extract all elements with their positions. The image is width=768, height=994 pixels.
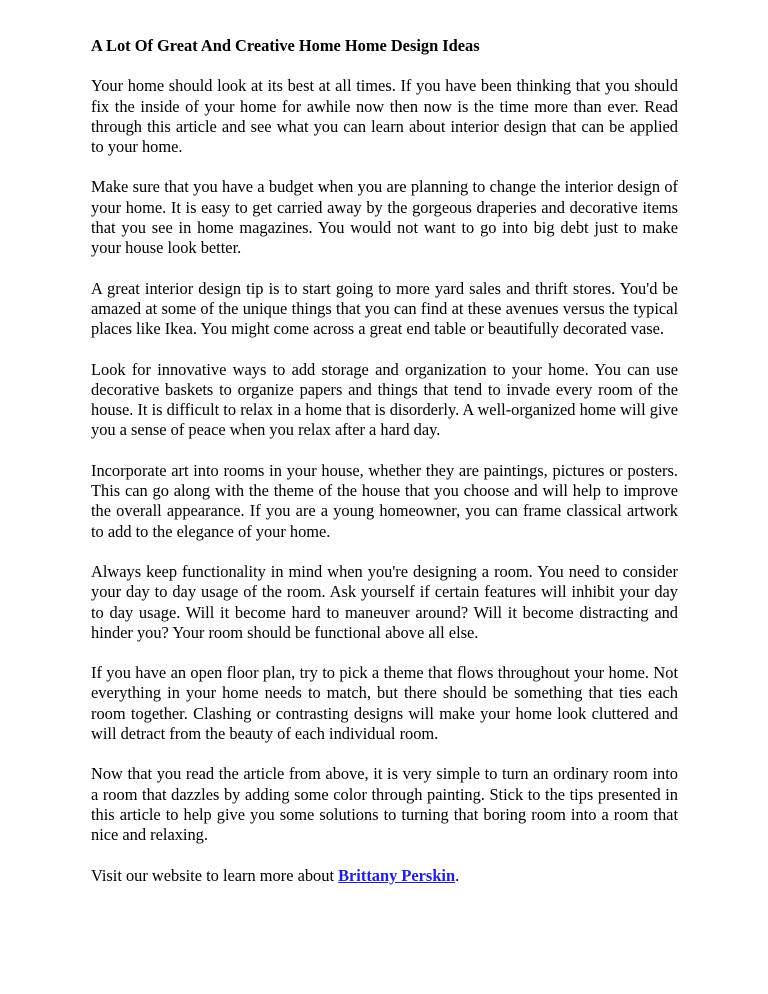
document-page <box>91 36 678 886</box>
paragraph-1: Your home should look at its best at all times. If you have been thinking that you should fix the inside of your home for awhile now then now is the time more than ever. Read through this article and see what you can learn about interior design that can be applied to your home. <box>91 76 678 157</box>
paragraph-6: Always keep functionality in mind when you're designing a room. You need to consider your day to day usage of the room. Ask yourself if certain features will inhibit your day to day usage. Will it become hard to maneuver around? Will it become distracting and hinder you? Your room should be functional above all else. <box>91 561 678 642</box>
closing-line <box>91 866 678 886</box>
paragraph-3: A great interior design tip is to start going to more yard sales and thrift stores. You'd be amazed at some of the unique things that you can find at these avenues versus the typical places like Ikea. You might come across a great end table or beautifully decorated vase. <box>91 278 678 339</box>
paragraph-7: If you have an open floor plan, try to pick a theme that flows throughout your home. Not everything in your home needs to match, but there should be something that ties each room together. Clashing or contrasting designs will make your home look cluttered and will detract from the beauty of each individual room. <box>91 663 678 744</box>
paragraph-5: Incorporate art into rooms in your house, whether they are paintings, pictures or posters. This can go along with the theme of the house that you choose and will help to improve the overall appearance. If you are a young homeowner, you can frame classical artwork to add to the elegance of your home. <box>91 460 678 541</box>
author-link[interactable]: Brittany Perskin <box>338 865 456 885</box>
closing-suffix: . <box>455 865 460 885</box>
closing-prefix: Visit our website to learn more about <box>91 865 339 885</box>
paragraph-2: Make sure that you have a budget when you are planning to change the interior design of your home. It is easy to get carried away by the gorgeous draperies and decorative items that you see in home magazines. You would not want to go into big debt just to make your house look better. <box>91 177 678 258</box>
document-title: A Lot Of Great And Creative Home Home Design Ideas <box>91 36 480 55</box>
paragraph-8: Now that you read the article from above, it is very simple to turn an ordinary room into a room that dazzles by adding some color through painting. Stick to the tips presented in this article to help give you some solutions to turning that boring room into a room that nice and relaxing. <box>91 764 678 845</box>
paragraph-4: Look for innovative ways to add storage and organization to your home. You can use decorative baskets to organize papers and things that tend to invade every room of the house. It is difficult to relax in a home that is disorderly. A well-organized home will give you a sense of peace when you relax after a hard day. <box>91 359 678 440</box>
